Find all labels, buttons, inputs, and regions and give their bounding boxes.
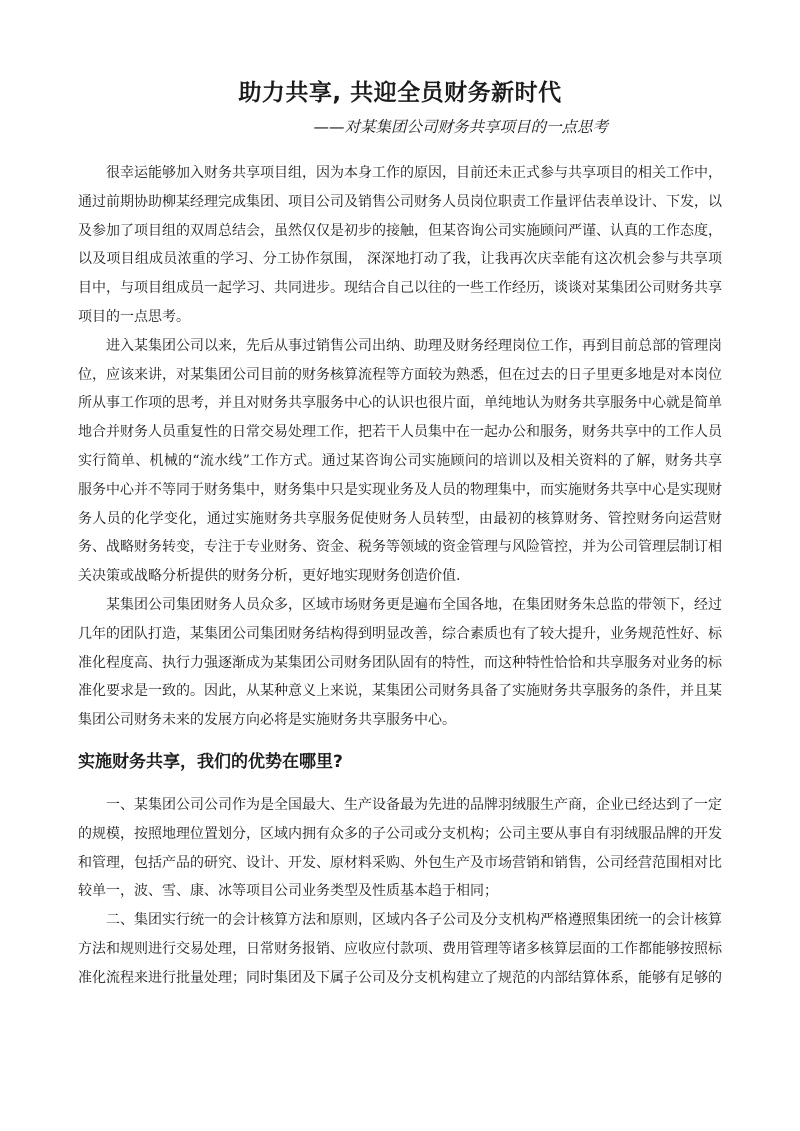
document-title: 助力共享, 共迎全员财务新时代 [238,80,562,106]
section-body [78,791,722,993]
intro-body [78,159,722,735]
section-paragraph: 二、集团实行统一的会计核算方法和原则，区域内各子公司及分支机构严格遵照集团统一的会计核算方法和规则进行交易处理，日常财务报销、应收应付款项、费用管理等诸多核算层面的工作都能够按照标准化流程来进行批量处理；同时集团及下属子公司及分支机构建立了规范的内部结算体系，能够有足够的 [78,912,722,986]
section-heading: 实施财务共享，我们的优势在哪里? [78,751,343,772]
body-paragraph: 进入某集团公司以来，先后从事过销售公司出纳、助理及财务经理岗位工作，再到目前总部的管理岗位，应该来讲，对某集团公司目前的财务核算流程等方面较为熟悉，但在过去的日子里更多地是对本岗位所从事工作项的思考，并且对财务共享服务中心的认识也很片面，单纯地认为财务共享服务中心就是简单地合并财务人员重复性的日常交易处理工作，把若干人员集中在一起办公和服务，财务共享中的工作人员实行简单、机械的“流水线”工作方式。通过某咨询公司实施顾问的培训以及相关资料的了解，财务共享服务中心并不等同于财务集中，财务集中只是实现业务及人员的物理集中，而实施财务共享中心是实现财务人员的化学变化，通过实施财务共享服务促使财务人员转型，由最初的核算财务、管控财务向运营财务、战略财务转变，专注于专业财务、资金、税务等领域的资金管理与风险管控，并为公司管理层制订相关决策或战略分析提供的财务分析，更好地实现财务创造价值. [78,337,722,585]
body-paragraph: 某集团公司集团财务人员众多，区域市场财务更是遍布全国各地，在集团财务朱总监的带领下，经过几年的团队打造，某集团公司集团财务结构得到明显改善，综合素质也有了较大提升，业务规范性好、标准化程度高、执行力强逐渐成为某集团公司财务团队固有的特性，而这种特性恰恰和共享服务对业务的标准化要求是一致的。因此，从某种意义上来说，某集团公司财务具备了实施财务共享服务的条件，并且某集团公司财务未来的发展方向必将是实施财务共享服务中心。 [78,596,722,729]
document-subtitle: ——对某集团公司财务共享项目的一点思考 [313,118,608,136]
section-paragraph: 一、某集团公司公司作为是全国最大、生产设备最为先进的品牌羽绒服生产商，企业已经达到了一定的规模，按照地理位置划分，区域内拥有众多的子公司或分支机构；公司主要从事自有羽绒服品牌的开发和管理，包括产品的研究、设计、开发、原材料采购、外包生产及市场营销和销售，公司经营范围相对比较单一，波、雪、康、冰等项目公司业务类型及性质基本趋于相同； [78,796,722,900]
body-paragraph: 很幸运能够加入财务共享项目组，因为本身工作的原因，目前还未正式参与共享项目的相关工作中，通过前期协助柳某经理完成集团、项目公司及销售公司财务人员岗位职责工作量评估表单设计、下发，以及参加了项目组的双周总结会，虽然仅仅是初步的接触，但某咨询公司实施顾问严谨、认真的工作态度，以及项目组成员浓重的学习、分工协作氛围， 深深地打动了我，让我再次庆幸能有这次机会参与共享项目中，与项目组成员一起学习、共同进步。现结合自己以往的一些工作经历，谈谈对某集团公司财务共享项目的一点思考。 [78,165,722,325]
